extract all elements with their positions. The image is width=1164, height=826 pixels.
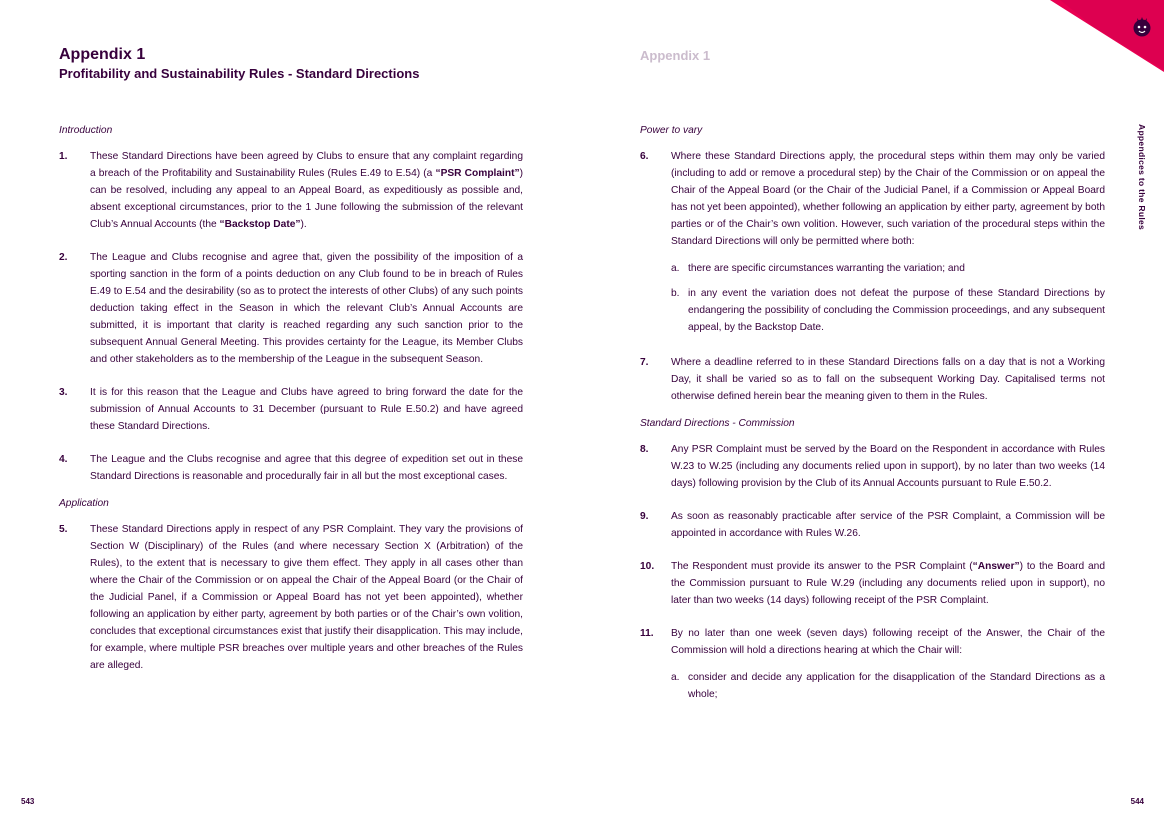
- paragraph-text: The League and the Clubs recognise and agree that this degree of expedition set out in these Standard Directions is reasonable and procedurally fair in all but the most exceptional cases.: [90, 454, 523, 482]
- paragraph-11: [640, 625, 1105, 659]
- paragraph-10: [640, 558, 1105, 609]
- sub-item-label: a.: [671, 263, 680, 274]
- sub-item-label: a.: [671, 672, 680, 683]
- paragraph-3: [59, 384, 523, 435]
- sub-item-text: in any event the variation does not defeat the purpose of these Standard Directions by endangering the possibility of concluding the Commission proceedings, and any subsequent appeal, by the Backstop Date.: [688, 288, 1105, 333]
- corner-accent: [1014, 0, 1164, 72]
- paragraph-number: 7.: [640, 357, 649, 368]
- paragraph-number: 2.: [59, 252, 68, 263]
- section-heading-power-to-vary: Power to vary: [640, 125, 703, 136]
- paragraph-4: [59, 451, 523, 485]
- pink-corner-shade: [1060, 0, 1164, 70]
- side-tab[interactable]: Appendices to the Rules: [1137, 124, 1147, 231]
- section-heading-introduction: Introduction: [59, 125, 113, 136]
- paragraph-number: 3.: [59, 387, 68, 398]
- left-column: [59, 124, 523, 690]
- page-title: Appendix 1: [59, 46, 146, 63]
- sub-item-text: there are specific circumstances warranting the variation; and: [688, 263, 965, 274]
- paragraph-text: As soon as reasonably practicable after service of the PSR Complaint, a Commission will be appointed in accordance with Rules W.26.: [671, 511, 1105, 539]
- paragraph-text: Any PSR Complaint must be served by the Board on the Respondent in accordance with Rules W.23 to W.25 (including any documents relied upon in support), by no later than two weeks (14 days) following provision by the Club of its Annual Accounts pursuant to Rule E.50.2.: [671, 444, 1105, 489]
- paragraph-5: [59, 521, 523, 674]
- sub-item-label: b.: [671, 288, 680, 299]
- paragraph-number: 1.: [59, 151, 68, 162]
- right-page: [582, 0, 1164, 826]
- page-subtitle: Profitability and Sustainability Rules - Standard Directions: [59, 66, 420, 81]
- sub-item-6b: [671, 285, 1105, 336]
- page-number: 543: [21, 797, 35, 806]
- paragraph-text: These Standard Directions have been agreed by Clubs to ensure that any complaint regarding a breach of the Profitability and Sustainability Rules (Rules E.49 to E.54) (a “PSR Complaint”) can be resolved, including any appeal to an Appeal Board, as expeditiously as possible and, absent exceptional circumstances, prior to the 1 June following the submission of the relevant Club’s Annual Accounts (the “Backstop Date”).: [90, 151, 523, 230]
- paragraph-text: The League and Clubs recognise and agree that, given the possibility of the imposition of a sporting sanction in the form of a points deduction on any Club found to be in breach of Rules E.49 to E.54 and the desirability (so as to protect the interests of other Clubs) of any such points deduction taking effect in the Season in which the relevant Club’s Annual Accounts are submitted, it is important that clarity is reached regarding any such sanction prior to the subsequent Annual General Meeting. This provides certainty for the League, its Member Clubs and other stakeholders as to the membership of the League in the subsequent Season.: [90, 252, 523, 365]
- sub-item-6a: [671, 260, 1105, 277]
- paragraph-text: Where these Standard Directions apply, the procedural steps within them may only be varied (including to add or remove a procedural step) by the Chair of the Commission or on appeal the Chair of the Appeal Board (or the Chair of the Judicial Panel, if a Commission or Appeal Board has not yet been appointed), whether following an application by either party, agreement by both parties or of the Chair’s own volition. However, such variation of the procedural steps within the Standard Directions will only be permitted where both:: [671, 151, 1105, 247]
- paragraph-text: By no later than one week (seven days) following receipt of the Answer, the Chair of the Commission will hold a directions hearing at which the Chair will:: [671, 628, 1105, 656]
- paragraph-text: It is for this reason that the League and Clubs have agreed to bring forward the date for the submission of Annual Accounts to 31 December (pursuant to Rule E.50.2) and have agreed these Standard Directions.: [90, 387, 523, 432]
- section-heading-application: Application: [59, 498, 109, 509]
- paragraph-number: 6.: [640, 151, 649, 162]
- paragraph-text: Where a deadline referred to in these Standard Directions falls on a day that is not a Working Day, it shall be varied so as to fall on the subsequent Working Day. Capitalised terms not otherwise defined herein bear the meaning given to them in the Rules.: [671, 357, 1105, 402]
- section-heading-commission: Standard Directions - Commission: [640, 418, 795, 429]
- paragraph-7: [640, 354, 1105, 405]
- paragraph-number: 4.: [59, 454, 68, 465]
- page-number: 544: [1130, 797, 1144, 806]
- paragraph-1: [59, 148, 523, 233]
- paragraph-number: 11.: [640, 628, 654, 639]
- paragraph-number: 8.: [640, 444, 649, 455]
- paragraph-number: 10.: [640, 561, 655, 572]
- paragraph-9: [640, 508, 1105, 542]
- paragraph-number: 9.: [640, 511, 649, 522]
- faded-title: Appendix 1: [640, 48, 711, 63]
- paragraph-number: 5.: [59, 524, 68, 535]
- right-column: [640, 124, 1105, 717]
- paragraph-6: [640, 148, 1105, 250]
- sub-item-text: consider and decide any application for the disapplication of the Standard Directions as a whole;: [688, 672, 1105, 700]
- paragraph-8: [640, 441, 1105, 492]
- paragraph-2: [59, 249, 523, 368]
- sub-item-11a: [671, 669, 1105, 703]
- paragraph-text: These Standard Directions apply in respect of any PSR Complaint. They vary the provisions of Section W (Disciplinary) of the Rules (and where necessary Section X (Arbitration) of the Rules), to the extent that is necessary to give them effect. They apply in all cases other than where the Chair of the Commission or on appeal the Chair of the Appeal Board (or the Chair of the Judicial Panel, if a Commission or Appeal Board has not yet been appointed), whether following an application by either party, agreement by both parties or of the Chair’s own volition, concludes that exceptional circumstances exist that justify their disapplication. This may include, for example, where multiple PSR breaches over multiple years and other breaches of the Rules are alleged.: [90, 524, 523, 671]
- paragraph-text: The Respondent must provide its answer to the PSR Complaint (“Answer”) to the Board and the Commission pursuant to Rule W.29 (including any documents relied upon in support), no later than two weeks (14 days) following receipt of the PSR Complaint.: [671, 561, 1105, 606]
